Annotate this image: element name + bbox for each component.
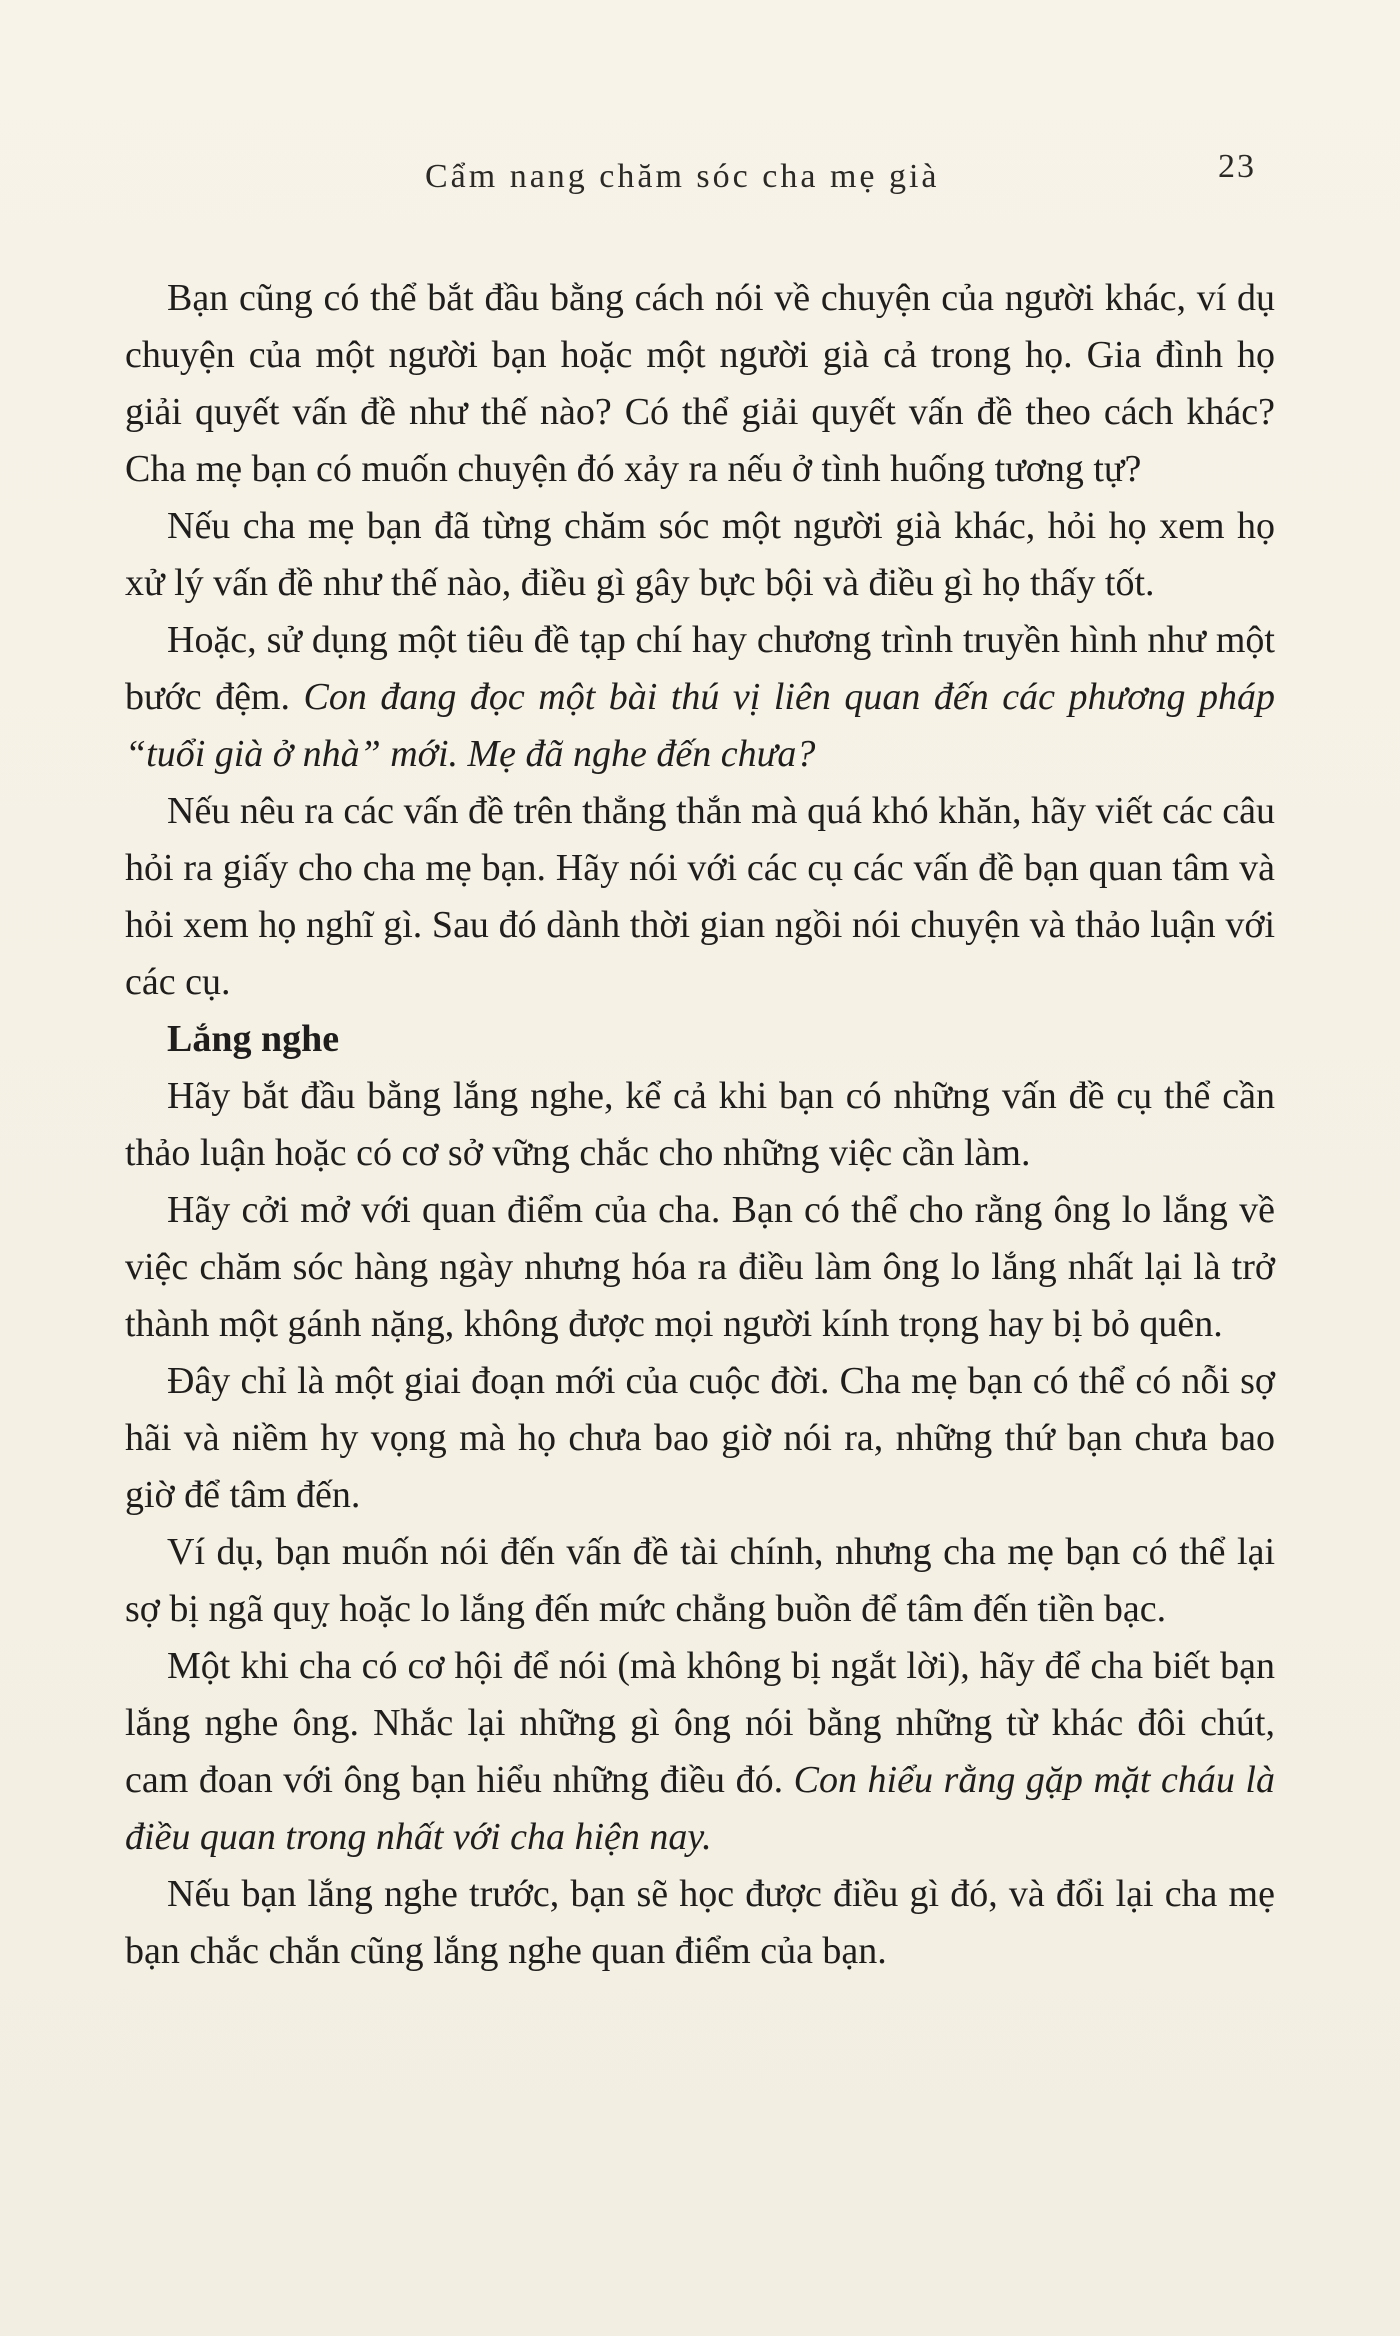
section-paragraph-5 bbox=[125, 1638, 1275, 1866]
paragraph-2-text: Nếu cha mẹ bạn đã từng chăm sóc một người già khác, hỏi họ xem họ xử lý vấn đề như thế nào, điều gì gây bực bội và điều gì họ thấy tốt. bbox=[125, 505, 1275, 604]
section-paragraph-2-text: Hãy cởi mở với quan điểm của cha. Bạn có thể cho rằng ông lo lắng về việc chăm sóc hàng ngày nhưng hóa ra điều làm ông lo lắng nhất lại là trở thành một gánh nặng, không được mọi người kính trọng hay bị bỏ quên. bbox=[125, 1189, 1275, 1345]
paragraph-3-text: Hoặc, sử dụng một tiêu đề tạp chí hay chương trình truyền hình như một bước đệm. bbox=[125, 619, 1275, 718]
section-paragraph-1 bbox=[125, 1068, 1275, 1182]
section-paragraph-4-text: Ví dụ, bạn muốn nói đến vấn đề tài chính, nhưng cha mẹ bạn có thể lại sợ bị ngã quỵ hoặc lo lắng đến mức chẳng buồn để tâm đến tiền bạc. bbox=[125, 1531, 1275, 1630]
paragraph-4-text: Nếu nêu ra các vấn đề trên thẳng thắn mà quá khó khăn, hãy viết các câu hỏi ra giấy cho cha mẹ bạn. Hãy nói với các cụ các vấn đề bạn quan tâm và hỏi xem họ nghĩ gì. Sau đó dành thời gian ngồi nói chuyện và thảo luận với các cụ. bbox=[125, 790, 1275, 1003]
section-paragraph-6 bbox=[125, 1866, 1275, 1980]
paragraph-1-text: Bạn cũng có thể bắt đầu bằng cách nói về chuyện của người khác, ví dụ chuyện của một người bạn hoặc một người già cả trong họ. Gia đình họ giải quyết vấn đề như thế nào? Có thể giải quyết vấn đề theo cách khác? Cha mẹ bạn có muốn chuyện đó xảy ra nếu ở tình huống tương tự? bbox=[125, 277, 1275, 490]
section-heading: Lắng nghe bbox=[167, 1018, 340, 1060]
paragraph-3-italic: Con đang đọc một bài thú vị liên quan đến các phương pháp “tuổi già ở nhà” mới. Mẹ đã nghe đến chưa? bbox=[125, 676, 1275, 775]
paragraph-2 bbox=[125, 498, 1275, 612]
section-paragraph-5-italic: Con hiểu rằng gặp mặt cháu là điều quan trong nhất với cha hiện nay. bbox=[125, 1759, 1275, 1858]
section-paragraph-3 bbox=[125, 1353, 1275, 1524]
page-number: 23 bbox=[1218, 148, 1256, 185]
paragraph-4 bbox=[125, 783, 1275, 1011]
paragraph-1 bbox=[125, 270, 1275, 498]
section-paragraph-2 bbox=[125, 1182, 1275, 1353]
section-paragraph-4 bbox=[125, 1524, 1275, 1638]
section-paragraph-1-text: Hãy bắt đầu bằng lắng nghe, kể cả khi bạn có những vấn đề cụ thể cần thảo luận hoặc có cơ sở vững chắc cho những việc cần làm. bbox=[125, 1075, 1275, 1174]
section-paragraph-5-text: Một khi cha có cơ hội để nói (mà không bị ngắt lời), hãy để cha biết bạn lắng nghe ông. Nhắc lại những gì ông nói bằng những từ khác đôi chút, cam đoan với ông bạn hiểu những điều đó. bbox=[125, 1645, 1275, 1801]
section-paragraph-3-text: Đây chỉ là một giai đoạn mới của cuộc đời. Cha mẹ bạn có thể có nỗi sợ hãi và niềm hy vọng mà họ chưa bao giờ nói ra, những thứ bạn chưa bao giờ để tâm đến. bbox=[125, 1360, 1275, 1516]
section-paragraph-6-text: Nếu bạn lắng nghe trước, bạn sẽ học được điều gì đó, và đổi lại cha mẹ bạn chắc chắn cũng lắng nghe quan điểm của bạn. bbox=[125, 1873, 1275, 1972]
body-text bbox=[125, 270, 1275, 1980]
paragraph-3 bbox=[125, 612, 1275, 783]
running-head-title: Cẩm nang chăm sóc cha mẹ già bbox=[425, 158, 940, 195]
